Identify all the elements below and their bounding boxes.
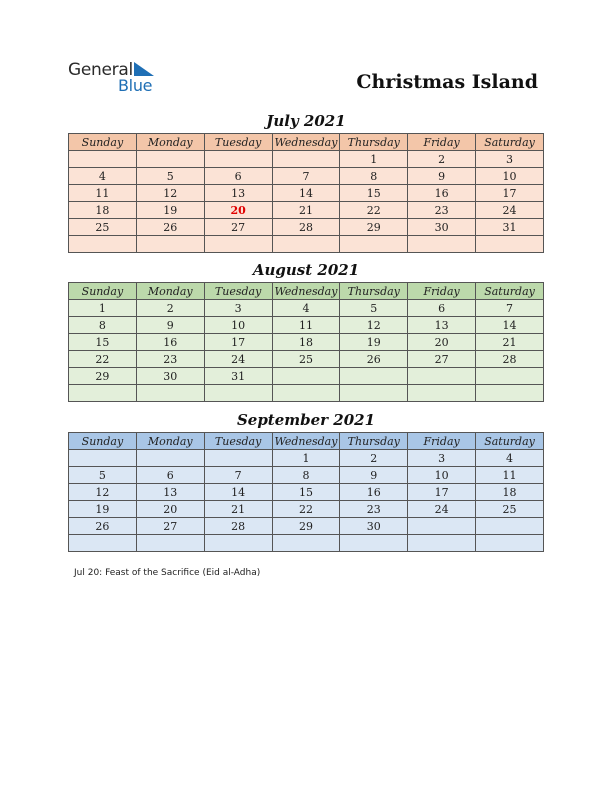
day-cell: 7 [272, 168, 340, 185]
week-row [69, 385, 544, 402]
day-cell [408, 236, 476, 253]
weekday-header: Tuesday [204, 134, 272, 151]
weekday-header: Monday [136, 283, 204, 300]
week-row [69, 484, 544, 501]
day-cell: 18 [272, 334, 340, 351]
day-cell: 11 [476, 467, 544, 484]
week-row [69, 501, 544, 518]
logo-text-general: General [68, 60, 133, 80]
weekday-header: Monday [136, 134, 204, 151]
day-cell: 27 [204, 219, 272, 236]
week-row [69, 351, 544, 368]
day-cell: 14 [476, 317, 544, 334]
calendar-july [68, 133, 544, 253]
week-row [69, 317, 544, 334]
day-cell [136, 236, 204, 253]
day-cell: 13 [136, 484, 204, 501]
day-cell: 17 [476, 185, 544, 202]
country-title: Christmas Island [356, 71, 538, 93]
day-cell: 17 [204, 334, 272, 351]
week-row [69, 368, 544, 385]
day-cell: 23 [136, 351, 204, 368]
calendar-september [68, 432, 544, 552]
day-cell: 30 [136, 368, 204, 385]
day-cell: 25 [69, 219, 137, 236]
day-cell: 12 [69, 484, 137, 501]
day-cell: 23 [408, 202, 476, 219]
week-row [69, 219, 544, 236]
week-row [69, 450, 544, 467]
day-cell: 19 [340, 334, 408, 351]
month-title-august: August 2021 [252, 261, 360, 279]
day-cell: 10 [476, 168, 544, 185]
day-cell: 30 [340, 518, 408, 535]
day-cell: 24 [408, 501, 476, 518]
weekday-header: Thursday [340, 433, 408, 450]
day-cell: 13 [408, 317, 476, 334]
weekday-header: Saturday [476, 283, 544, 300]
day-cell: 24 [476, 202, 544, 219]
day-cell: 5 [136, 168, 204, 185]
day-cell [272, 368, 340, 385]
day-cell: 7 [476, 300, 544, 317]
day-cell: 5 [340, 300, 408, 317]
day-cell: 9 [340, 467, 408, 484]
day-cell: 30 [408, 219, 476, 236]
day-cell: 3 [476, 151, 544, 168]
day-cell [340, 236, 408, 253]
day-cell: 20 [408, 334, 476, 351]
logo [68, 60, 158, 96]
weekday-header: Friday [408, 134, 476, 151]
day-cell: 3 [408, 450, 476, 467]
day-cell [69, 535, 137, 552]
day-cell: 11 [272, 317, 340, 334]
day-cell [476, 236, 544, 253]
day-cell: 8 [340, 168, 408, 185]
day-cell [476, 535, 544, 552]
day-cell: 4 [476, 450, 544, 467]
day-cell: 28 [476, 351, 544, 368]
day-cell: 12 [136, 185, 204, 202]
day-cell: 9 [136, 317, 204, 334]
weekday-header: Friday [408, 433, 476, 450]
month-title-september: September 2021 [236, 411, 376, 429]
day-cell: 16 [408, 185, 476, 202]
day-cell [272, 151, 340, 168]
day-cell: 31 [476, 219, 544, 236]
day-cell: 15 [69, 334, 137, 351]
day-cell: 14 [272, 185, 340, 202]
logo-text-blue: Blue [118, 76, 153, 95]
holiday-note: Jul 20: Feast of the Sacrifice (Eid al-Adha) [74, 568, 261, 578]
day-cell: 22 [272, 501, 340, 518]
day-cell [136, 385, 204, 402]
day-cell: 16 [136, 334, 204, 351]
weekday-header: Friday [408, 283, 476, 300]
day-cell: 2 [408, 151, 476, 168]
day-cell: 18 [69, 202, 137, 219]
day-cell: 11 [69, 185, 137, 202]
day-cell: 5 [69, 467, 137, 484]
day-cell: 24 [204, 351, 272, 368]
day-cell: 2 [340, 450, 408, 467]
day-cell [476, 518, 544, 535]
day-cell: 13 [204, 185, 272, 202]
day-cell: 10 [408, 467, 476, 484]
day-cell: 4 [272, 300, 340, 317]
day-cell: 16 [340, 484, 408, 501]
day-cell [476, 385, 544, 402]
week-row [69, 334, 544, 351]
weekday-header: Thursday [340, 134, 408, 151]
day-cell [204, 236, 272, 253]
holiday-day-cell: 20 [204, 202, 272, 219]
day-cell [272, 535, 340, 552]
day-cell: 26 [340, 351, 408, 368]
day-cell [136, 535, 204, 552]
day-cell [69, 385, 137, 402]
day-cell: 8 [272, 467, 340, 484]
day-cell: 21 [272, 202, 340, 219]
day-cell [408, 368, 476, 385]
day-cell [476, 368, 544, 385]
day-cell: 8 [69, 317, 137, 334]
day-cell: 19 [69, 501, 137, 518]
day-cell: 20 [136, 501, 204, 518]
day-cell [204, 535, 272, 552]
weekday-header: Tuesday [204, 283, 272, 300]
day-cell [340, 535, 408, 552]
day-cell: 23 [340, 501, 408, 518]
day-cell: 19 [136, 202, 204, 219]
day-cell [69, 151, 137, 168]
day-cell [204, 151, 272, 168]
weekday-header: Thursday [340, 283, 408, 300]
day-cell: 17 [408, 484, 476, 501]
weekday-header-row [69, 283, 544, 300]
day-cell: 29 [69, 368, 137, 385]
day-cell: 18 [476, 484, 544, 501]
day-cell [408, 385, 476, 402]
day-cell [340, 385, 408, 402]
day-cell: 1 [340, 151, 408, 168]
day-cell: 14 [204, 484, 272, 501]
weekday-header: Sunday [69, 433, 137, 450]
day-cell [69, 450, 137, 467]
day-cell: 22 [69, 351, 137, 368]
day-cell [408, 535, 476, 552]
day-cell: 26 [136, 219, 204, 236]
week-row [69, 185, 544, 202]
day-cell [340, 368, 408, 385]
day-cell [272, 236, 340, 253]
weekday-header: Saturday [476, 134, 544, 151]
day-cell: 4 [69, 168, 137, 185]
week-row [69, 168, 544, 185]
weekday-header: Sunday [69, 283, 137, 300]
weekday-header: Saturday [476, 433, 544, 450]
day-cell: 27 [136, 518, 204, 535]
day-cell: 28 [204, 518, 272, 535]
day-cell: 29 [272, 518, 340, 535]
weekday-header: Tuesday [204, 433, 272, 450]
day-cell: 3 [204, 300, 272, 317]
week-row [69, 535, 544, 552]
day-cell [272, 385, 340, 402]
calendar-august [68, 282, 544, 402]
day-cell [136, 450, 204, 467]
week-row [69, 151, 544, 168]
day-cell [204, 385, 272, 402]
day-cell [204, 450, 272, 467]
weekday-header-row [69, 433, 544, 450]
weekday-header-row [69, 134, 544, 151]
week-row [69, 236, 544, 253]
day-cell: 10 [204, 317, 272, 334]
day-cell: 25 [272, 351, 340, 368]
day-cell: 6 [408, 300, 476, 317]
day-cell: 9 [408, 168, 476, 185]
day-cell: 26 [69, 518, 137, 535]
day-cell [408, 518, 476, 535]
day-cell: 21 [204, 501, 272, 518]
day-cell: 28 [272, 219, 340, 236]
day-cell: 12 [340, 317, 408, 334]
day-cell: 25 [476, 501, 544, 518]
day-cell: 29 [340, 219, 408, 236]
weekday-header: Sunday [69, 134, 137, 151]
weekday-header: Monday [136, 433, 204, 450]
day-cell: 31 [204, 368, 272, 385]
day-cell: 27 [408, 351, 476, 368]
day-cell: 7 [204, 467, 272, 484]
day-cell: 6 [204, 168, 272, 185]
weekday-header: Wednesday [272, 433, 340, 450]
weekday-header: Wednesday [272, 283, 340, 300]
day-cell: 1 [272, 450, 340, 467]
week-row [69, 467, 544, 484]
day-cell: 2 [136, 300, 204, 317]
day-cell: 21 [476, 334, 544, 351]
day-cell: 1 [69, 300, 137, 317]
week-row [69, 518, 544, 535]
month-title-july: July 2021 [266, 112, 346, 130]
weekday-header: Wednesday [272, 134, 340, 151]
day-cell: 15 [272, 484, 340, 501]
day-cell: 15 [340, 185, 408, 202]
day-cell: 22 [340, 202, 408, 219]
day-cell [69, 236, 137, 253]
week-row [69, 300, 544, 317]
week-row [69, 202, 544, 219]
day-cell: 6 [136, 467, 204, 484]
day-cell [136, 151, 204, 168]
